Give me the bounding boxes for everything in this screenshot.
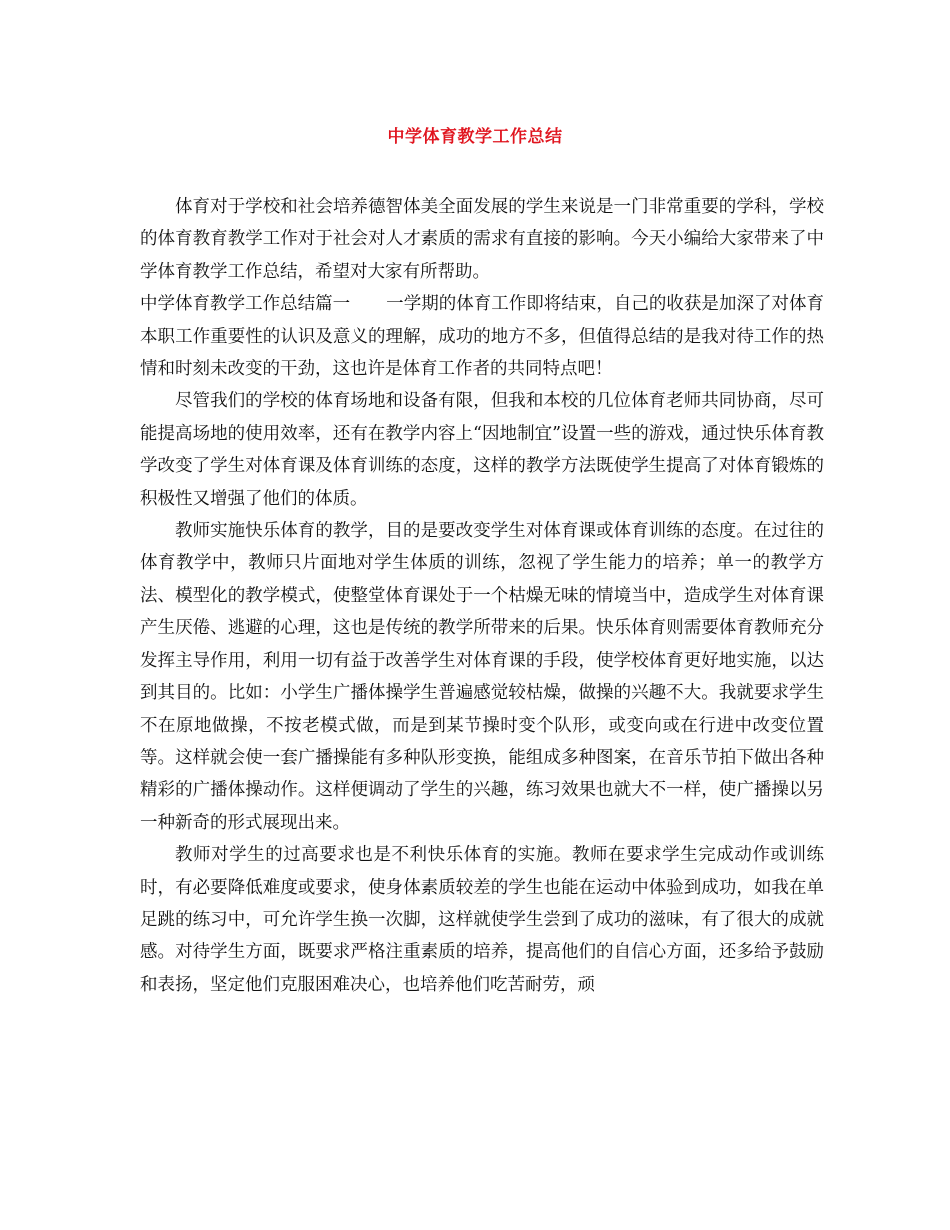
document-body	[140, 191, 824, 1001]
section-heading: 中学体育教学工作总结篇一	[140, 294, 351, 315]
section-one-text: 一学期的体育工作即将结束，自己的收获是加深了对体育本职工作重要性的认识及意义的理解，成功的地方不多，但值得总结的是我对待工作的热情和时刻未改变的干劲，这也许是体育工作者的共同特点吧！	[140, 294, 825, 380]
paragraph-section-one	[140, 288, 824, 385]
paragraph-requirements: 教师对学生的过高要求也是不利快乐体育的实施。教师在要求学生完成动作或训练时，有必要降低难度或要求，使身体素质较差的学生也能在运动中体验到成功，如我在单足跳的练习中，可允许学生换一次脚，这样就使学生尝到了成功的滋味，有了很大的成就感。对待学生方面，既要求严格注重素质的培养，提高他们的自信心方面，还多给予鼓励和表扬，坚定他们克服困难决心，也培养他们吃苦耐劳，顽	[140, 845, 824, 995]
paragraph-facilities: 尽管我们的学校的体育场地和设备有限，但我和本校的几位体育老师共同协商，尽可能提高场地的使用效率，还有在教学内容上“因地制宜”设置一些的游戏，通过快乐体育教学改变了学生对体育课及体育训练的态度，这样的教学方法既使学生提高了对体育锻炼的积极性又增强了他们的体质。	[140, 391, 824, 509]
document-title: 中学体育教学工作总结	[387, 127, 563, 147]
paragraph-intro: 体育对于学校和社会培养德智体美全面发展的学生来说是一门非常重要的学科，学校的体育教育教学工作对于社会对人才素质的需求有直接的影响。今天小编给大家带来了中学体育教学工作总结，希望对大家有所帮助。	[140, 197, 824, 282]
paragraph-happy-pe: 教师实施快乐体育的教学，目的是要改变学生对体育课或体育训练的态度。在过往的体育教学中，教师只片面地对学生体质的训练，忽视了学生能力的培养；单一的教学方法、模型化的教学模式，使整堂体育课处于一个枯燥无味的情境当中，造成学生对体育课产生厌倦、逃避的心理，这也是传统的教学所带来的后果。快乐体育则需要体育教师充分发挥主导作用，利用一切有益于改善学生对体育课的手段，使学校体育更好地实施，以达到其目的。比如：小学生广播体操学生普遍感觉较枯燥，做操的兴趣不大。我就要求学生不在原地做操，不按老模式做，而是到某节操时变个队形，或变向或在行进中改变位置等。这样就会使一套广播操能有多种队形变换，能组成多种图案，在音乐节拍下做出各种精彩的广播体操动作。这样便调动了学生的兴趣，练习效果也就大不一样，使广播操以另一种新奇的形式展现出来。	[140, 521, 824, 833]
